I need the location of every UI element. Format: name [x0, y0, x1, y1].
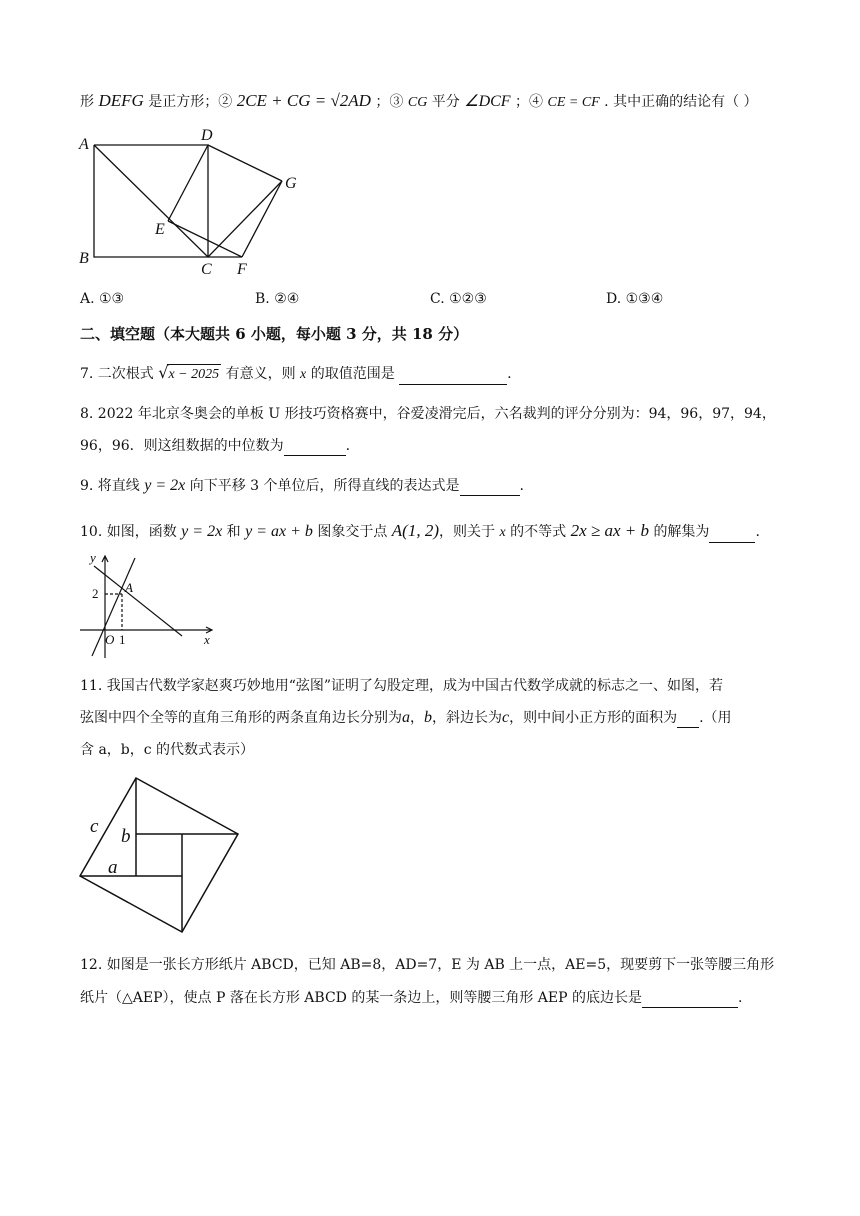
- label-c: c: [90, 816, 99, 837]
- choice-b: B. ②④: [255, 291, 300, 307]
- label-g: G: [285, 175, 297, 192]
- answer-blank-7[interactable]: [399, 368, 507, 385]
- label-d: D: [201, 127, 213, 144]
- point-label-a: A: [125, 580, 133, 595]
- answer-blank-12[interactable]: [642, 991, 738, 1008]
- label-f: F: [237, 261, 247, 278]
- figure-chord-diagram: [72, 772, 244, 934]
- axis-label-y: y: [90, 550, 96, 565]
- choice-d: D. ①③④: [606, 291, 664, 307]
- square-name: DEFG: [98, 91, 144, 110]
- label-b: B: [79, 250, 89, 267]
- question-9: 9. 将直线 y = 2x 向下平移 3 个单位后，所得直线的表达式是 .: [80, 477, 524, 494]
- segment-dg: [208, 145, 282, 181]
- q7-radicand: x − 2025: [167, 364, 221, 385]
- segment-gf: [242, 181, 282, 257]
- condition-4-expr: CE = CF: [547, 95, 600, 110]
- outer-square: [80, 778, 238, 932]
- answer-blank-10[interactable]: [709, 526, 755, 543]
- tick-label-1: 1: [119, 632, 126, 647]
- question-11-line-1: 11. 我国古代数学家赵爽巧妙地用“弦图”证明了勾股定理，成为中国古代数学成就的标志之一、如图，若: [80, 678, 724, 694]
- answer-blank-9[interactable]: [460, 479, 520, 496]
- axis-label-x: x: [204, 632, 210, 647]
- segment-de: [168, 145, 208, 221]
- label-a: A: [79, 136, 89, 153]
- question-10: 10. 如图，函数 y = 2x 和 y = ax + b 图象交于点 A(1, 2)，则关于 x 的不等式 2x ≥ ax + b 的解集为 .: [80, 521, 760, 543]
- condition-3-angle: ∠DCF: [464, 93, 511, 110]
- figure-line-graph: [78, 548, 223, 663]
- radical-sign: √: [158, 363, 169, 382]
- question-12-line-2: 纸片（△AEP），使点 P 落在长方形 ABCD 的某一条边上，则等腰三角形 AEP 的底边长是 .: [80, 990, 743, 1006]
- question-8-line-2: 96，96．则这组数据的中位数为 .: [80, 438, 351, 454]
- label-b: b: [121, 826, 131, 847]
- segment-ef: [168, 221, 242, 257]
- question-7: 7. 二次根式 √x − 2025 有意义，则 x 的取值范围是 .: [80, 363, 512, 385]
- answer-blank-8[interactable]: [284, 439, 346, 456]
- label-c: C: [201, 261, 212, 278]
- condition-2-expr: 2CE + CG = √2AD: [236, 91, 371, 110]
- choice-a: A. ①③: [80, 291, 125, 307]
- question-8-line-1: 8. 2022 年北京冬奥会的单板 U 形技巧资格赛中，谷爱凌滑完后，六名裁判的评分分别为：94，96，97，94，: [80, 406, 776, 422]
- figure-square-rectangle: [74, 124, 314, 280]
- question-11-line-2: 弦图中四个全等的直角三角形的两条直角边长分别为a，b，斜边长为c，则中间小正方形的面积为 .（用: [80, 709, 732, 726]
- condition-3-expr: CG: [407, 95, 428, 110]
- origin-label: O: [105, 632, 115, 647]
- segment-ac: [94, 145, 208, 257]
- choice-c: C. ①②③: [430, 291, 487, 307]
- label-a: a: [108, 857, 118, 878]
- label-e: E: [155, 221, 165, 238]
- line-ax-b: [94, 566, 182, 636]
- q6-conditions-line: 形 DEFG 是正方形；② 2CE + CG = √2AD ；③ CG 平分 ∠DCF ；④ CE = CF . 其中正确的结论有（ ）: [80, 91, 758, 110]
- question-11-line-3: 含 a，b，c 的代数式表示）: [80, 742, 255, 758]
- tick-label-2: 2: [92, 586, 99, 601]
- section-heading: 二、填空题（本大题共 6 小题，每小题 3 分，共 18 分）: [80, 325, 469, 343]
- answer-blank-11[interactable]: [677, 711, 699, 728]
- segment-cg: [208, 181, 282, 257]
- question-12-line-1: 12. 如图是一张长方形纸片 ABCD，已知 AB=8，AD=7，E 为 AB 上一点，AE=5，现要剪下一张等腰三角形: [80, 957, 775, 973]
